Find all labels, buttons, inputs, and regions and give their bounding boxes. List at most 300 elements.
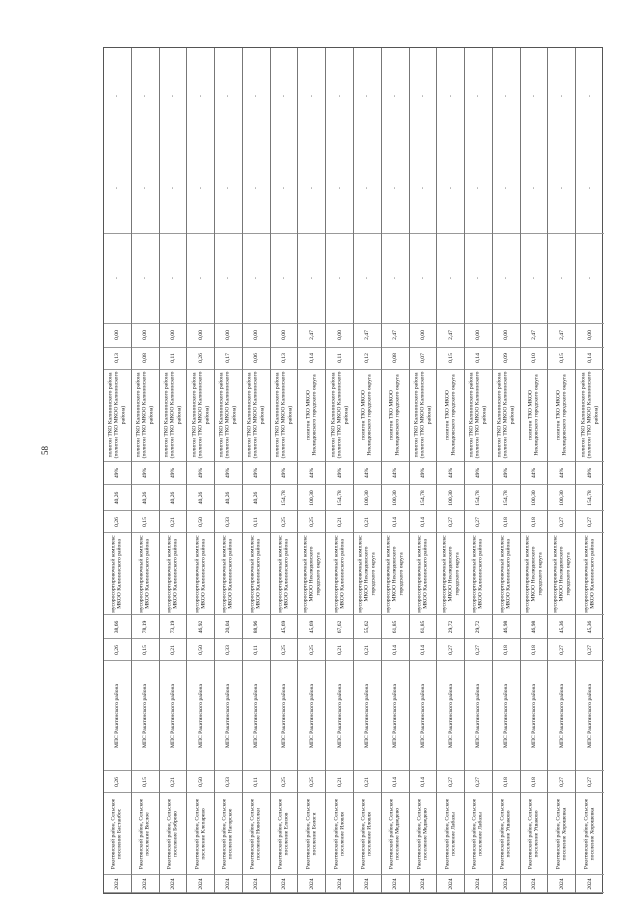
cell-v7 [465,324,492,348]
cell-text: 154,78 [336,490,343,506]
cell-v6 [548,348,575,370]
table-row [243,48,271,893]
cell-v2 [160,639,187,661]
cell-d1 [104,234,131,324]
cell-recipient [132,370,159,462]
cell-v1 [465,771,492,793]
cell-text: 100,30 [558,490,565,506]
cell-text: полигон ТКО Калининского района (полигон ТКО МКОО Калининского района) [329,371,349,459]
cell-v7 [187,324,214,348]
cell-text: 2024 [197,877,204,890]
cell-v3 [298,615,325,639]
cell-d1 [465,234,492,324]
cell-municipality [354,793,381,875]
cell-text: 67,62 [336,620,343,634]
cell-text: Ракитянский район, Сельское поселение Хорошевка [555,798,568,869]
cell-text: - [419,95,426,97]
cell-pct [576,462,604,486]
cell-text: 45,36 [586,620,593,634]
cell-v6 [493,348,520,370]
cell-text: Ракитянский район, Сельское поселение Нагорское [222,798,235,869]
cell-text: 0,25 [308,776,315,787]
cell-text: 49% [253,467,260,479]
cell-d2 [410,144,437,234]
cell-municipality [326,793,353,875]
cell-text: 2024 [114,877,121,890]
cell-text: мусоросортировочный комплекс МКОО Калининского района [333,535,346,613]
cell-text: 88,96 [253,620,260,634]
cell-text: полигон ТКО Калининского района (полигон ТКО МКОО Калининского района) [468,371,488,459]
cell-v1 [160,771,187,793]
cell-text: 0,08 [141,353,148,364]
cell-v6 [576,348,604,370]
cell-text: - [558,277,565,280]
cell-text: мусоросортировочный комплекс МКОО Калининского района [249,535,263,613]
cell-text: мусоросортировочный комплекс МКОО Калининского района [138,535,152,613]
cell-d3 [382,48,409,144]
cell-d2 [104,144,131,234]
cell-text: - [308,277,315,280]
cell-facility [326,533,353,615]
cell-v5 [298,485,325,511]
cell-text: МПС Ракитянского района [114,683,121,748]
cell-text: 0,06 [253,353,260,364]
cell-text: Ракитянский район, Сельское поселение Иловля [333,798,346,869]
cell-text: 0,18 [530,644,537,655]
cell-facility [521,533,548,615]
cell-text: 45,36 [558,620,565,634]
cell-facility [576,533,604,615]
cell-d3 [104,48,131,144]
cell-d3 [576,48,604,144]
cell-text: - [141,277,148,280]
cell-text: - [141,95,148,97]
cell-text: Ракитянский район, Сельское поселение Новоселки [249,798,263,869]
cell-pct [132,462,159,486]
cell-v5 [271,485,298,511]
cell-v2 [354,639,381,661]
cell-text: - [391,95,398,97]
cell-v6 [298,348,325,370]
cell-text: - [364,95,371,97]
cell-year [521,875,548,893]
cell-text: Ракитянский район, Сельское поселение Ушаково [499,798,513,869]
cell-year [243,875,270,893]
cell-text: - [225,187,232,190]
cell-facility [354,533,381,615]
cell-recipient [215,370,242,462]
cell-text: МПС Ракитянского района [197,683,204,748]
cell-text: мусоросортировочный комплекс МКОО Неклюдовского городского округа [302,535,322,613]
cell-d2 [354,144,381,234]
cell-text: Ракитянский район, Сельское поселение Лабазы [472,798,485,869]
cell-v4 [521,511,548,533]
cell-d2 [437,144,464,234]
cell-text: 0,00 [419,330,426,341]
cell-v6 [160,348,187,370]
cell-text: 100,30 [391,490,398,506]
cell-v1 [493,771,520,793]
cell-text: Ракитянский район, Сельское поселение Лабазы [444,798,457,869]
cell-text: - [447,95,454,97]
cell-text: 2024 [308,877,315,890]
cell-v7 [243,324,270,348]
cell-text: 0,21 [169,517,176,527]
cell-text: 0,07 [419,353,426,364]
cell-v1 [243,771,270,793]
cell-text: 44% [558,467,565,479]
cell-v2 [215,639,242,661]
cell-text: - [169,187,176,190]
cell-text: полигон ТКО Калининского района (полигон ТКО МКОО Калининского района) [135,371,155,459]
cell-v7 [160,324,187,348]
cell-text: 0,00 [169,330,176,341]
cell-text: - [558,95,565,97]
cell-text: 49% [225,467,232,479]
cell-v5 [187,485,214,511]
cell-text: - [114,95,121,97]
cell-v6 [521,348,548,370]
cell-text: - [336,277,343,280]
cell-facility [465,533,492,615]
cell-year [271,875,298,893]
cell-v3 [160,615,187,639]
cell-v3 [326,615,353,639]
cell-d3 [354,48,381,144]
cell-text: МПС Ракитянского района [447,683,454,748]
cell-text: МПС Ракитянского района [503,683,510,748]
cell-text: 0,00 [336,330,343,341]
cell-text: - [308,95,315,97]
cell-text: 2024 [225,877,232,890]
cell-text: - [336,187,343,190]
cell-text: 0,14 [308,353,315,364]
cell-v7 [354,324,381,348]
cell-v1 [576,771,604,793]
cell-text: МПС Ракитянского района [336,683,343,748]
cell-text: полигон ТКО МКОО Неклюдовского городского округа [555,374,568,456]
cell-text: 2024 [280,877,287,890]
cell-text: мусоросортировочный комплекс МКОО Калининского района [583,535,597,613]
cell-recipient [298,370,325,462]
cell-v6 [437,348,464,370]
table-row [437,48,465,893]
cell-facility [493,533,520,615]
cell-text: - [169,277,176,280]
cell-text: - [530,95,537,97]
cell-v3 [104,615,131,639]
cell-pct [354,462,381,486]
cell-text: 0,33 [225,644,232,655]
cell-v6 [187,348,214,370]
cell-d3 [437,48,464,144]
cell-v3 [243,615,270,639]
cell-text: 0,14 [391,517,398,527]
cell-text: - [197,187,204,190]
cell-text: 29,72 [475,620,482,634]
cell-text: МПС Ракитянского района [391,683,398,748]
cell-text: МПС Ракитянского района [475,683,482,748]
cell-v1 [298,771,325,793]
cell-text: - [475,277,482,280]
cell-d1 [132,234,159,324]
table-row [298,48,326,893]
cell-text: 0,15 [558,353,565,364]
cell-v4 [326,511,353,533]
cell-text: мусоросортировочный комплекс МКОО Неклюдовского городского округа [357,535,377,613]
cell-text: 0,27 [447,517,454,527]
cell-operator [382,661,409,771]
cell-d3 [465,48,492,144]
cell-year [437,875,464,893]
cell-v3 [548,615,575,639]
cell-v3 [132,615,159,639]
cell-facility [298,533,325,615]
cell-v5 [521,485,548,511]
table-row [132,48,160,893]
cell-v3 [382,615,409,639]
cell-v3 [465,615,492,639]
cell-v1 [326,771,353,793]
cell-pct [298,462,325,486]
cell-v1 [215,771,242,793]
cell-text: - [586,277,593,280]
cell-text: 154,78 [503,490,510,506]
cell-v7 [437,324,464,348]
cell-year [493,875,520,893]
cell-d1 [437,234,464,324]
table-row [104,48,132,893]
cell-text: 0,27 [586,644,593,655]
cell-text: 0,00 [225,330,232,341]
cell-text: 73,19 [169,620,176,634]
cell-text: мусоросортировочный комплекс МКОО Неклюдовского городского округа [524,535,544,613]
cell-text: - [253,187,260,190]
cell-v7 [576,324,604,348]
cell-text: - [225,95,232,97]
cell-text: - [503,187,510,190]
cell-v4 [437,511,464,533]
cell-text: - [364,277,371,280]
cell-text: - [503,277,510,280]
cell-recipient [326,370,353,462]
cell-text: Ракитянский район, Сельское поселение Бастанбос [110,798,124,869]
cell-v4 [576,511,604,533]
cell-recipient [243,370,270,462]
cell-text: 46,92 [197,620,204,634]
cell-v1 [548,771,575,793]
cell-v4 [132,511,159,533]
cell-year [326,875,353,893]
cell-text: МПС Ракитянского района [530,683,537,748]
cell-text: полигон ТКО Калининского района (полигон ТКО МКОО Калининского района) [274,371,294,459]
cell-year [410,875,437,893]
cell-text: 49% [503,467,510,479]
cell-d2 [493,144,520,234]
cell-d3 [298,48,325,144]
cell-recipient [382,370,409,462]
cell-municipality [382,793,409,875]
cell-text: 40,26 [114,491,121,505]
cell-text: мусоросортировочный комплекс МКОО Неклюдовского городского округа [385,535,405,613]
cell-text: - [391,277,398,280]
cell-text: Ракитянский район, Сельское поселение Хорошевка [583,798,597,869]
cell-v3 [493,615,520,639]
cell-text: МПС Ракитянского района [308,683,315,748]
cell-v4 [382,511,409,533]
cell-text: 44% [308,467,315,479]
cell-text: 0,25 [280,644,287,655]
cell-text: 0,21 [364,517,371,527]
cell-text: 0,18 [503,644,510,655]
cell-text: 0,00 [280,330,287,341]
cell-text: мусоросортировочный комплекс МКОО Неклюдовского городского округа [441,535,460,613]
cell-text: 0,25 [308,644,315,655]
cell-v6 [354,348,381,370]
cell-pct [326,462,353,486]
cell-text: 0,21 [169,644,176,655]
cell-v3 [576,615,604,639]
cell-v5 [493,485,520,511]
cell-text: 0,26 [114,644,121,655]
cell-municipality [160,793,187,875]
cell-pct [465,462,492,486]
cell-text: - [558,187,565,190]
cell-operator [104,661,131,771]
cell-d2 [465,144,492,234]
cell-text: мусоросортировочный комплекс МКОО Калининского района [472,535,485,613]
table-row [215,48,243,893]
cell-v5 [160,485,187,511]
cell-text: 154,78 [280,490,287,506]
cell-d1 [160,234,187,324]
table-row [187,48,215,893]
cell-d1 [187,234,214,324]
cell-d1 [576,234,604,324]
cell-text: Ракитянский район, Сельское поселение Елизов [277,798,291,869]
cell-text: 0,50 [197,644,204,655]
cell-municipality [437,793,464,875]
cell-text: 2024 [586,877,593,890]
cell-text: 40,26 [197,491,204,505]
cell-text: 20,04 [225,620,232,634]
cell-text: 0,15 [447,353,454,364]
cell-text: 154,78 [586,490,593,506]
cell-text: 0,14 [586,353,593,364]
cell-text: МПС Ракитянского района [169,683,176,748]
cell-text: Ракитянский район, Сельское поселение Боброво [166,798,179,869]
cell-recipient [493,370,520,462]
cell-v4 [243,511,270,533]
cell-text: 0,27 [447,776,454,787]
cell-text: 0,27 [586,776,593,787]
cell-text: 2024 [419,877,426,890]
cell-text: 0,14 [419,644,426,655]
cell-v3 [215,615,242,639]
cell-text: - [530,187,537,190]
cell-text: МПС Ракитянского района [364,683,371,748]
cell-facility [160,533,187,615]
table-row [576,48,604,893]
cell-text: 0,27 [475,644,482,655]
cell-text: МПС Ракитянского района [586,683,593,748]
cell-pct [437,462,464,486]
cell-v2 [382,639,409,661]
cell-text: 0,08 [391,353,398,364]
cell-v7 [104,324,131,348]
cell-v5 [465,485,492,511]
cell-operator [271,661,298,771]
cell-text: 0,12 [364,353,371,364]
cell-text: 2024 [364,877,371,890]
cell-v5 [548,485,575,511]
cell-v4 [271,511,298,533]
cell-year [104,875,131,893]
cell-text: мусоросортировочный комплекс МКОО Неклюдовского городского округа [552,535,572,613]
cell-text: мусоросортировочный комплекс МКОО Калининского района [110,535,124,613]
cell-v1 [410,771,437,793]
cell-text: 0,21 [336,644,343,655]
cell-year [187,875,214,893]
cell-d1 [271,234,298,324]
cell-text: полигон ТКО МКОО Неклюдовского городского округа [527,374,541,456]
cell-pct [521,462,548,486]
cell-text: 100,30 [308,490,315,506]
cell-v4 [465,511,492,533]
page-number: 58 [40,446,50,455]
cell-operator [215,661,242,771]
cell-text: Ракитянский район, Сельское поселение Медведево [416,798,429,869]
cell-text: 154,78 [419,490,426,506]
cell-text: 0,00 [253,330,260,341]
cell-d1 [243,234,270,324]
cell-operator [493,661,520,771]
cell-v2 [465,639,492,661]
cell-v4 [493,511,520,533]
cell-text: 0,09 [503,353,510,364]
cell-text: - [253,277,260,280]
cell-d2 [187,144,214,234]
cell-text: - [503,95,510,97]
cell-operator [132,661,159,771]
cell-facility [410,533,437,615]
cell-text: 0,25 [280,776,287,787]
cell-text: 0,14 [475,353,482,364]
cell-pct [215,462,242,486]
cell-recipient [271,370,298,462]
cell-text: - [114,187,121,190]
cell-d2 [326,144,353,234]
cell-text: полигон ТКО МКОО Неклюдовского городского округа [388,374,402,456]
cell-v2 [521,639,548,661]
cell-text: 0,11 [336,353,343,363]
cell-recipient [104,370,131,462]
cell-text: 2024 [253,877,260,890]
cell-v3 [187,615,214,639]
cell-text: 0,27 [447,644,454,655]
cell-d3 [410,48,437,144]
cell-v6 [382,348,409,370]
cell-text: МПС Ракитянского района [141,683,148,748]
cell-municipality [493,793,520,875]
cell-v2 [548,639,575,661]
cell-municipality [187,793,214,875]
cell-text: 0,00 [197,330,204,341]
cell-text: 0,18 [503,776,510,787]
cell-text: - [586,187,593,190]
cell-municipality [243,793,270,875]
cell-d2 [132,144,159,234]
